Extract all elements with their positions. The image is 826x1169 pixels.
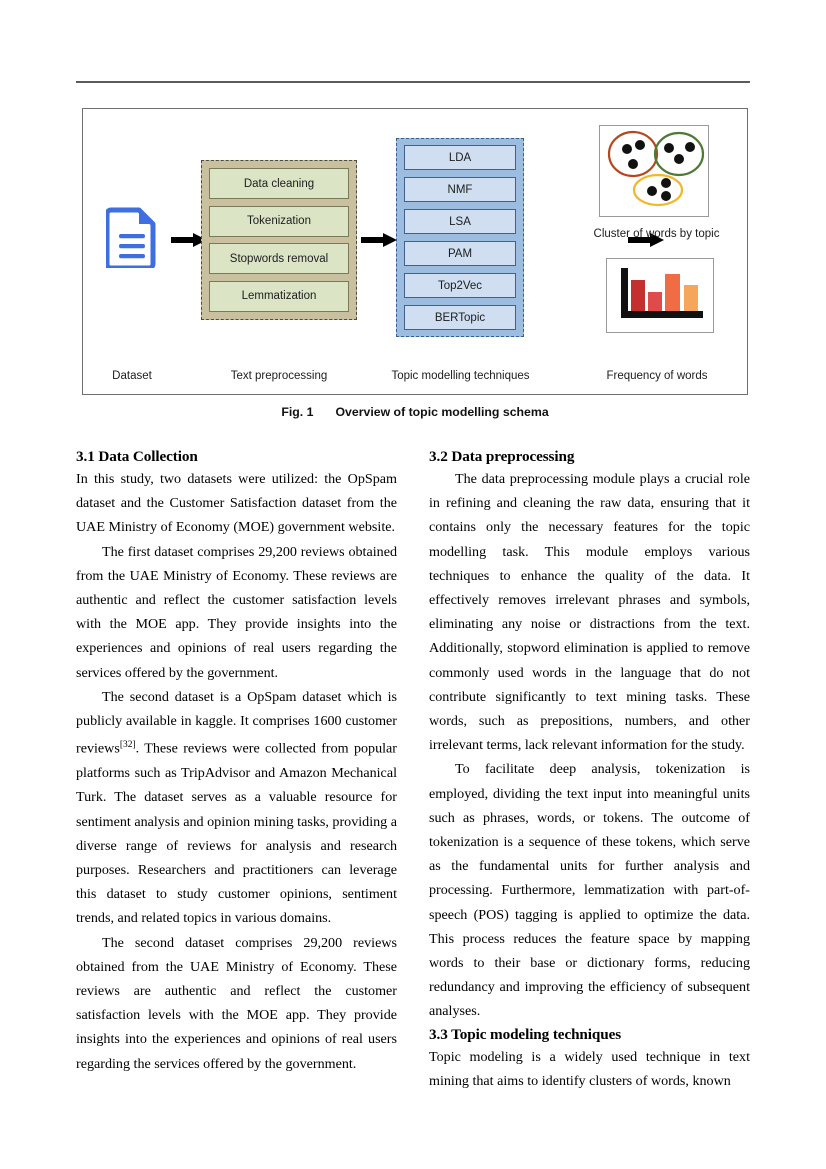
preprocessing-step-lemmatization <box>209 281 349 312</box>
figure-caption-number: Fig. 1 <box>281 405 314 419</box>
topic-technique-lda <box>404 145 516 170</box>
body-columns <box>76 448 750 1093</box>
topic-technique-label: NMF <box>447 183 473 196</box>
left-column <box>76 448 397 1093</box>
arrow-preprocessing-to-topic <box>361 233 397 243</box>
figure-label-dataset: Dataset <box>112 370 152 382</box>
right-column <box>429 448 750 1093</box>
figure-label-frequency-of-words: Frequency of words <box>606 370 708 382</box>
topic-technique-lsa <box>404 209 516 234</box>
paragraph-3-3-1: Topic modeling is a widely used technique in text mining that aims to identify clusters of words, known <box>429 1048 750 1089</box>
paragraph-3-2-1: The data preprocessing module plays a crucial role in refining and cleaning the raw data, ensuring that it contains only the necessary features for the topic modelling task. This module employs various techniques to enhance the quality of the data. It effectively removes irrelevant phrases and symbols, eliminating any noise or distractions from the text. Additionally, stopword elimination is applied to remove commonly used words in the language that do not contribute significantly to text mining tasks. These words, such as prepositions, numbers, and other irrelevant terms, lack relevant information for the study. <box>429 471 750 754</box>
preprocessing-step-data-cleaning <box>209 168 349 199</box>
paragraph-3-1-1: In this study, two datasets were utilized: the OpSpam dataset and the Customer Satisfaction dataset from the UAE Ministry of Economy (MOE) government website. <box>76 471 397 536</box>
paragraph-3-1-2: The first dataset comprises 29,200 reviews obtained from the UAE Ministry of Economy. These reviews are authentic and reflect the customer satisfaction levels with the MOE app. They provide insights into the experiences and opinions of real users regarding the services offered by the government. <box>76 543 397 681</box>
section-heading-3-2: 3.2 Data preprocessing <box>429 448 575 465</box>
preprocessing-step-label: Stopwords removal <box>229 252 329 265</box>
topic-technique-label: PAM <box>447 247 473 260</box>
preprocessing-step-label: Lemmatization <box>241 290 317 303</box>
header-rule <box>76 81 750 83</box>
frequency-bar-chart <box>606 258 714 333</box>
topic-technique-nmf <box>404 177 516 202</box>
topic-modelling-group <box>396 138 524 337</box>
cluster-of-words-illustration <box>599 125 709 217</box>
paragraph-3-1-3 <box>76 685 397 931</box>
figure-caption <box>82 405 748 419</box>
topic-technique-top2vec <box>404 273 516 298</box>
topic-technique-label: Top2Vec <box>437 279 483 292</box>
preprocessing-step-label: Tokenization <box>247 215 311 228</box>
topic-technique-pam <box>404 241 516 266</box>
citation-ref-32: [32] <box>119 740 136 751</box>
figure-caption-text: Overview of topic modelling schema <box>335 405 549 419</box>
topic-technique-label: LDA <box>448 151 472 164</box>
document-icon <box>106 206 158 268</box>
topic-technique-label: BERTopic <box>434 311 486 324</box>
paragraph-3-1-3-part2: . These reviews were collected from popular platforms such as TripAdvisor and Amazon Mechanical Turk. The dataset serves as a valuable resource for sentiment analysis and opinion mining tasks, providing a diverse range of reviews for analysis and research purposes. Researchers and practitioners can leverage this dataset to study customer opinions, sentiment trends, and related topics in various domains. <box>76 740 397 927</box>
section-heading-3-1: 3.1 Data Collection <box>76 448 198 465</box>
figure-label-topic-modelling: Topic modelling techniques <box>391 370 530 382</box>
topic-technique-label: LSA <box>449 215 471 228</box>
section-heading-3-3: 3.3 Topic modeling techniques <box>429 1025 622 1043</box>
text-preprocessing-group <box>201 160 357 320</box>
preprocessing-step-stopwords-removal <box>209 243 349 274</box>
paragraph-3-1-3-part1: The second dataset is a OpSpam dataset which is publicly available in kaggle. It comprises 1600 customer reviews <box>76 688 397 757</box>
preprocessing-step-label: Data cleaning <box>243 177 315 190</box>
preprocessing-step-tokenization <box>209 206 349 237</box>
paragraph-3-1-4: The second dataset comprises 29,200 reviews obtained from the UAE Ministry of Economy. These reviews are authentic and reflect the customer satisfaction levels with the MOE app. They provide insights into the experiences and opinions of real users regarding the services offered by the government. <box>76 934 397 1072</box>
paragraph-3-2-2: To facilitate deep analysis, tokenization is employed, dividing the text input into meaningful units such as phrases, words, or tokens. The outcome of tokenization is a sequence of these tokens, which serve as the fundamental units for further analysis and processing. Furthermore, lemmatization with part-of-speech (POS) tagging is applied to optimize the data. This process reduces the feature space by mapping words to their base or dictionary forms, reducing redundancy and improving the efficiency of subsequent analyses. <box>429 761 750 1020</box>
figure-label-text-preprocessing: Text preprocessing <box>230 370 328 382</box>
cluster-caption: Cluster of words by topic <box>593 228 720 240</box>
topic-technique-bertopic <box>404 305 516 330</box>
